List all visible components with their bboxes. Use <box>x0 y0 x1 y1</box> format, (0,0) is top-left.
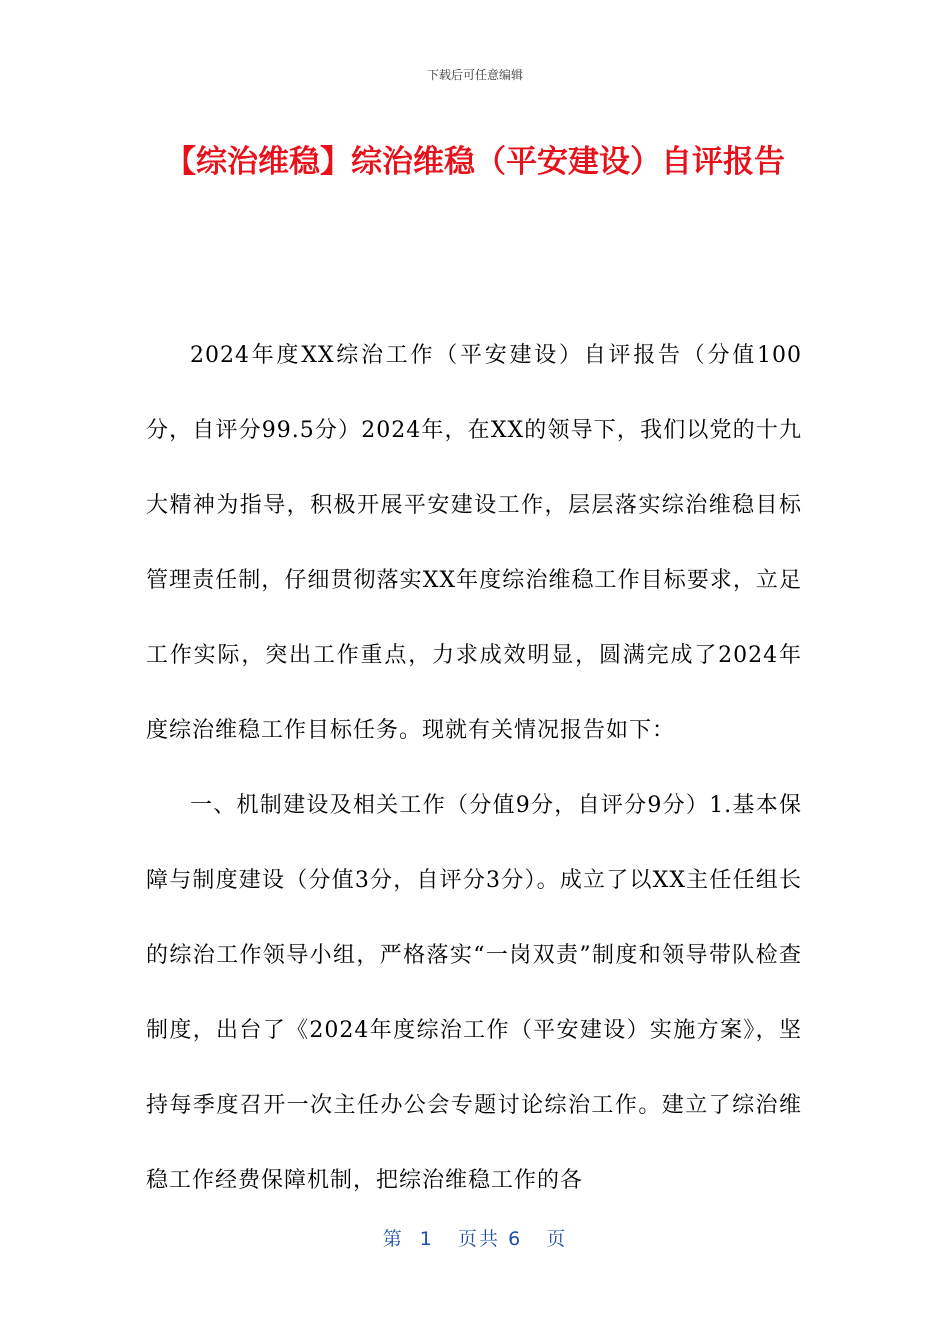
footer-suffix: 页 <box>546 1228 568 1250</box>
footer-middle: 页共 <box>458 1228 501 1250</box>
document-body <box>146 318 802 1218</box>
header-note: 下载后可任意编辑 <box>426 68 523 82</box>
paragraph-intro: 2024年度XX综治工作（平安建设）自评报告（分值100分，自评分99.5分）2024年，在XX的领导下，我们以党的十九大精神为指导，积极开展平安建设工作，层层落实综治维稳目标管理责任制，仔细贯彻落实XX年度综治维稳工作目标要求，立足工作实际，突出工作重点，力求成效明显，圆满完成了2024年度综治维稳工作目标任务。现就有关情况报告如下： <box>146 343 802 743</box>
footer-prefix: 第 <box>382 1228 404 1250</box>
paragraph-section-1: 一、机制建设及相关工作（分值9分，自评分9分）1.基本保障与制度建设（分值3分，自评分3分）。成立了以XX主任任组长的综治工作领导小组，严格落实“一岗双责”制度和领导带队检查制度，出台了《2024年度综治工作（平安建设）实施方案》，坚持每季度召开一次主任办公会专题讨论综治工作。建立了综治维稳工作经费保障机制，把综治维稳工作的各 <box>146 793 802 1193</box>
footer-total-pages: 6 <box>508 1228 523 1250</box>
page-footer <box>0 1224 950 1251</box>
document-title: 【综治维稳】综治维稳（平安建设）自评报告 <box>165 144 785 180</box>
footer-current-page: 1 <box>419 1228 434 1250</box>
